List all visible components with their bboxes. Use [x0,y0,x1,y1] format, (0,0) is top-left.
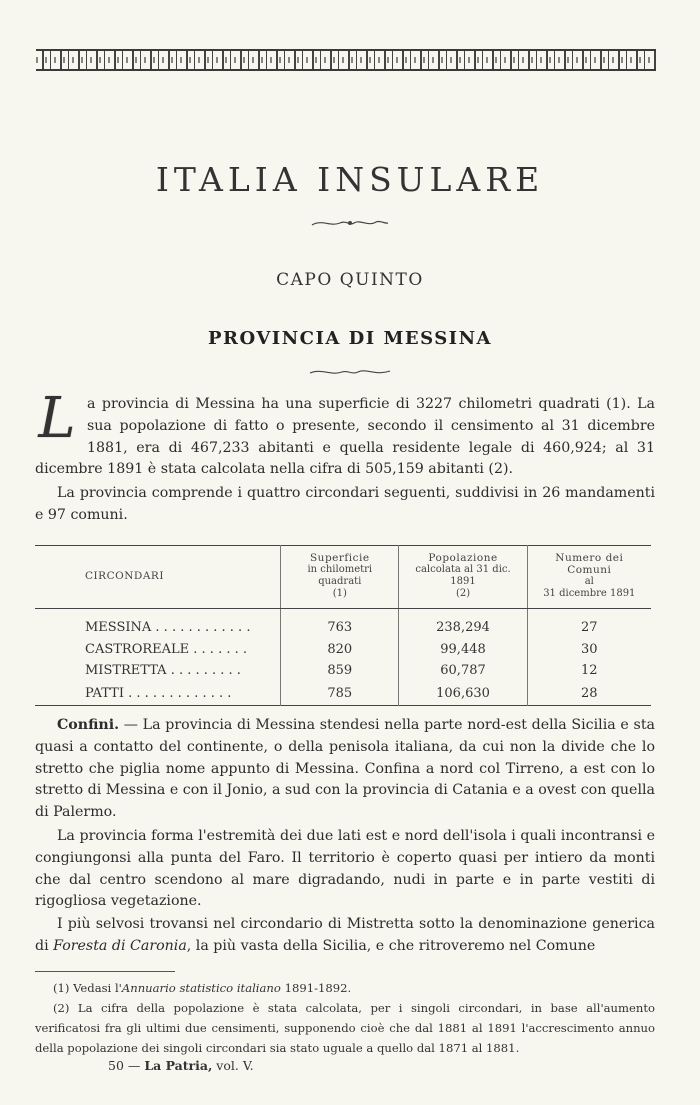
intro-text: a provincia di Messina ha una superficie di 3227 chilometri quadrati (1). La sua popolazione di fatto o presente, secondo il censimento al 31 dicembre 1881, era di 467,233 abitanti e quella residente legale di 460,924; al 31 dicembre 1891 è stata calcolata nella cifra di 505,159 abitanti (2). [35,396,655,478]
intro-paragraph [35,386,655,481]
chapter-heading: CAPO QUINTO [276,270,424,290]
flourish-divider [0,214,700,233]
page-signature: 50 — La Patria, vol. V. [108,1058,254,1073]
footnote-1: (1) Vedasi l'Annuario statistico italiano 1891-1892. [53,981,352,995]
intro-paragraph-2: La provincia comprende i quattro circondari seguenti, suddivisi in 26 mandamenti e 97 comuni. [35,485,655,523]
col-header-superficie: Superficie in chilometri quadrati (1) [281,546,399,609]
col-header-circondari: CIRCONDARI [35,546,281,609]
estremita-paragraph: La provincia forma l'estremità dei due lati est e nord dell'isola i quali incontransi e congiungonsi alla punta del Faro. Il territorio è coperto quasi per intiero da monti che dal centro scendono al mare digradando, nudi in parte e in parte vestiti di rigogliosa vegetazione. [35,828,655,910]
footnotes [35,972,655,1058]
flourish-divider-2 [0,362,700,381]
page-title: ITALIA INSULARE [155,160,545,199]
dropcap: L [38,386,76,451]
footnote-2: (2) La cifra della popolazione è stata calcolata, per i singoli circondari, in base all'aumento verificatosi fra gli ultimi due censimenti, supponendo cioè che dal 1881 al 1891 l'accrescimento annuo della popolazione dei singoli circondari sia stato uguale a quello dal 1871 al 1881. [35,1001,655,1055]
col-header-comuni: Numero dei Comuni al 31 dicembre 1891 [527,546,651,609]
confini-paragraph: Confini. — La provincia di Messina stendesi nella parte nord-est della Sicilia e sta quasi a contatto del continente, o della penisola italiana, da cui non la divide che lo stretto che piglia nome appunto di Messina. Confina a nord col Tirreno, a est con lo stretto di Messina e con il Jonio, a sud con la provincia di Catania e a ovest con quella di Palermo. [35,717,655,821]
table-row: MESSINA . . . . . . . . . . . . 763 238,294 27 [35,609,651,640]
ornamental-border [36,49,656,71]
circondari-table [35,545,651,706]
confini-label: Confini. [57,717,120,733]
table-row: PATTI . . . . . . . . . . . . . 785 106,630 28 [35,681,651,706]
section-heading: PROVINCIA DI MESSINA [207,328,493,349]
table-row: CASTROREALE . . . . . . . 820 99,448 30 [35,639,651,660]
selvosi-paragraph: I più selvosi trovansi nel circondario di Mistretta sotto la denominazione generica di Foresta di Caronia, la più vasta della Sicilia, e che ritroveremo nel Comune [35,916,655,954]
col-header-popolazione: Popolazione calcolata al 31 dic. 1891 (2) [399,546,527,609]
table-row: MISTRETTA . . . . . . . . . 859 60,787 12 [35,660,651,681]
